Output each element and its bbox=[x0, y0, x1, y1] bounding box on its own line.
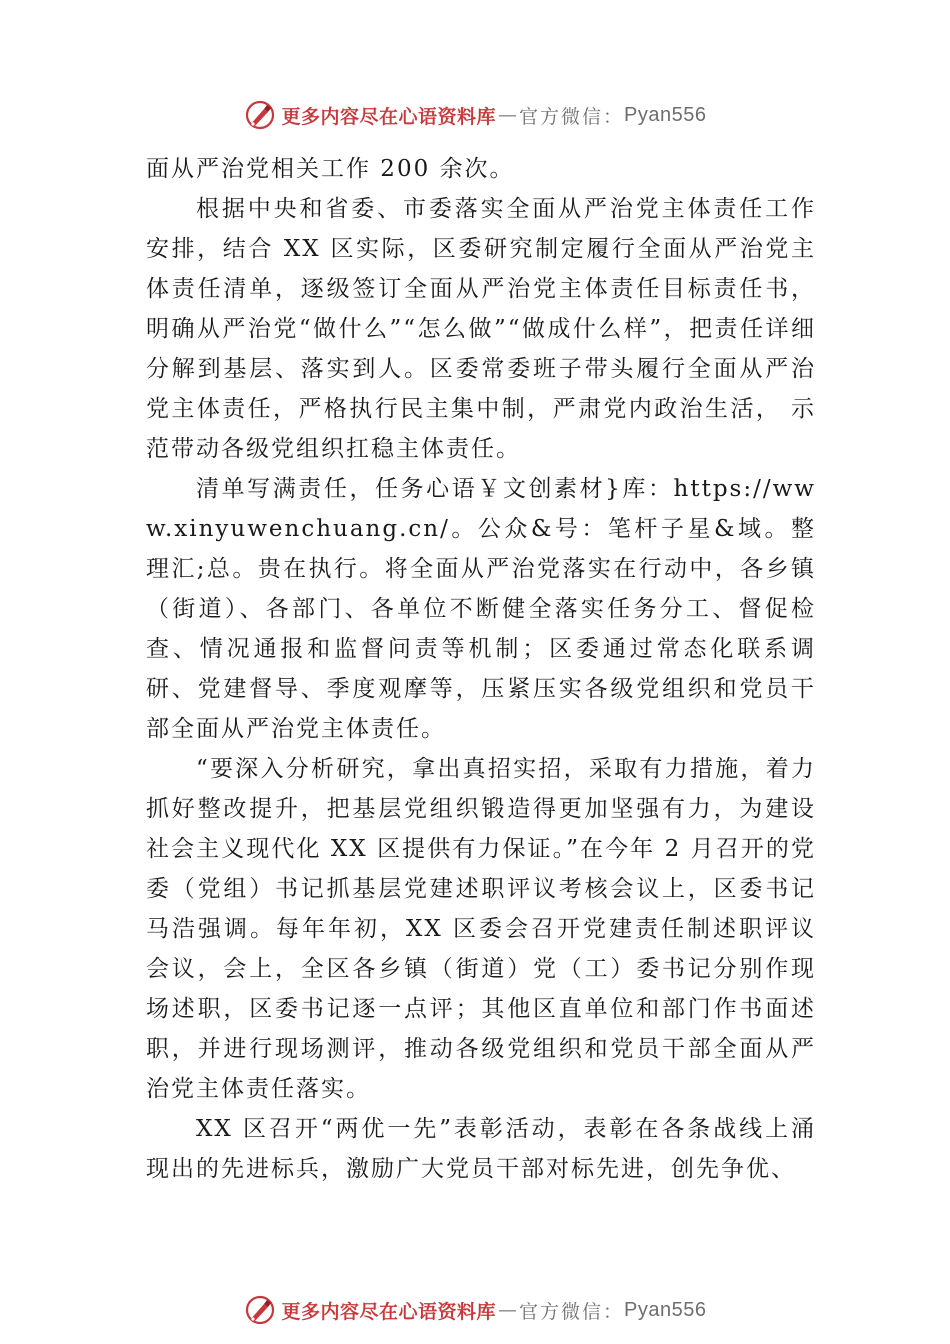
paragraph: XX 区召开“两优一先”表彰活动，表彰在各条战线上涌现出的先进标兵，激励广大党员干部对标先进，创先争优、 bbox=[146, 1116, 816, 1182]
header-wechat-id: Pyan556 bbox=[624, 103, 707, 126]
document-body bbox=[146, 149, 816, 1189]
header-wechat-label: 官方微信： bbox=[519, 105, 625, 128]
paragraph: 清单写满责任，任务心语￥文创素材}库：https://www.xinyuwenchuang.cn/。公众&号：笔杆子星&域。整理汇;总。贵在执行。将全面从严治党落实在行动中，各乡镇（街道）、各部门、各单位不断健全落实任务分工、督促检查、情况通报和监督问责等机制；区委通过常态化联系调研、党建督导、季度观摩等，压紧压实各级党组织和党员干部全面从严治党主体责任。 bbox=[146, 476, 816, 742]
paragraph-continuation: 面从严治党相关工作 200 余次。 bbox=[146, 156, 515, 182]
pen-logo-icon bbox=[244, 99, 276, 131]
footer-wechat-id: Pyan556 bbox=[624, 1298, 707, 1321]
footer-brand-text: 更多内容尽在心语资料库 bbox=[281, 1300, 497, 1323]
paragraph: 根据中央和省委、市委落实全面从严治党主体责任工作安排，结合 XX 区实际，区委研究制定履行全面从严治党主体责任清单，逐级签订全面从严治党主体责任目标责任书， 明确从严治党“做什么”“怎么做”“做成什么样”，把责任详细分解到基层、落实到人。区委常委班子带头履行全面从严治党主体责任，严格执行民主集中制，严肃党内政治生活， 示范带动各级党组织扛稳主体责任。 bbox=[146, 196, 816, 462]
paragraph: “要深入分析研究，拿出真招实招，采取有力措施，着力抓好整改提升，把基层党组织锻造得更加坚强有力，为建设社会主义现代化 XX 区提供有力保证。”在今年 2 月召开的党委（党组）书记抓基层党建述职评议考核会议上，区委书记马浩强调。每年年初，XX 区委会召开党建责任制述职评议会议，会上，全区各乡镇（街道）党（工）委书记分别作现场述职，区委书记逐一点评；其他区直单位和部门作书面述职，并进行现场测评，推动各级党组织和党员干部全面从严治党主体责任落实。 bbox=[146, 756, 816, 1102]
pen-logo-icon bbox=[244, 1294, 276, 1326]
footer-dash: — bbox=[498, 1299, 518, 1321]
header-dash: — bbox=[498, 104, 518, 126]
header-banner bbox=[0, 97, 950, 133]
footer-wechat-label: 官方微信： bbox=[519, 1300, 625, 1323]
header-brand-text: 更多内容尽在心语资料库 bbox=[281, 105, 497, 128]
footer-banner bbox=[0, 1292, 950, 1328]
